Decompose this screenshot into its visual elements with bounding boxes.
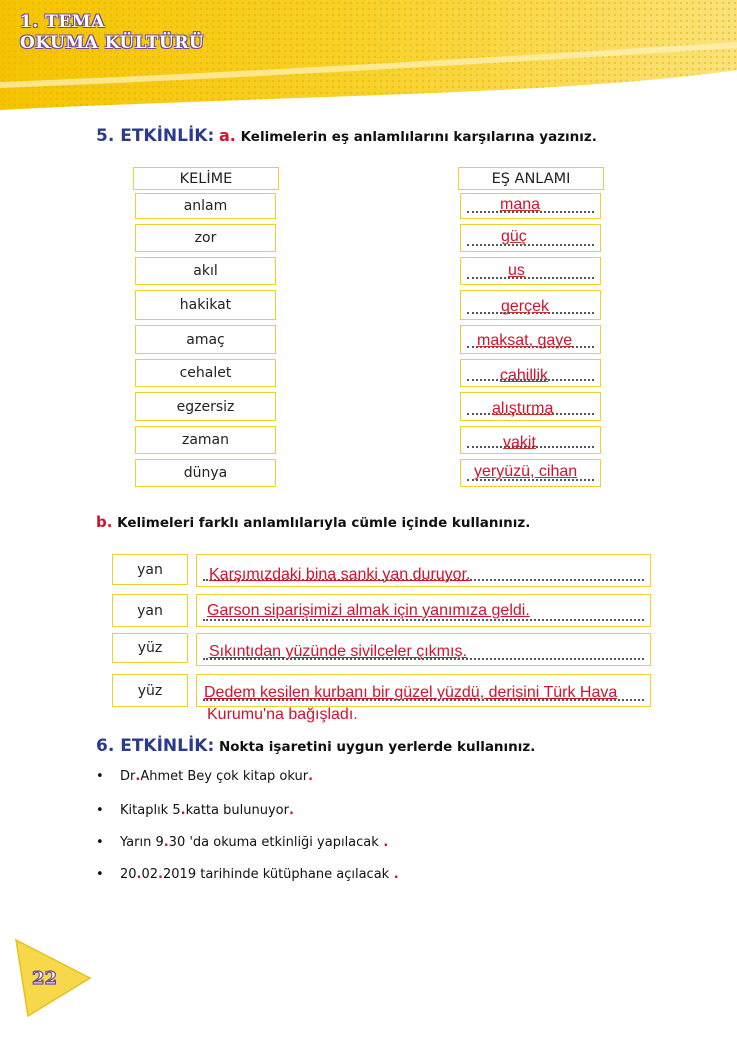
answer-box[interactable] (460, 257, 601, 285)
part-b-label: b. (96, 513, 113, 531)
word-box: akıl (135, 257, 276, 285)
answer-text: cahillik (500, 367, 549, 384)
answer-box[interactable] (460, 224, 601, 252)
theme-line-1: 1. TEMA (20, 12, 105, 32)
word-box: cehalet (135, 359, 276, 387)
part-a-instruction: Kelimelerin eş anlamlılarını karşılarına yazınız. (240, 129, 597, 145)
column-header-word: KELİME (133, 167, 279, 190)
theme-title (20, 12, 204, 54)
bullet-icon: • (96, 867, 104, 882)
answer-text: us (508, 262, 525, 279)
word-box: amaç (135, 325, 276, 354)
sentence-text-continued: Kurumu'na bağışladı. (207, 706, 358, 723)
list-item: • Kitaplık 5.katta bulunuyor. (96, 803, 294, 818)
part-a-label: a. (218, 126, 236, 145)
exercise-6-heading (96, 736, 535, 756)
list-item: • Dr.Ahmet Bey çok kitap okur. (96, 769, 314, 784)
word-box: hakikat (135, 290, 276, 320)
sentence-text: Garson siparişimizi almak için yanımıza geldi. (207, 602, 530, 619)
column-header-synonym: EŞ ANLAMI (458, 167, 604, 190)
word-box: zaman (135, 426, 276, 454)
answer-text: alıştırma (492, 400, 554, 417)
theme-line-2: OKUMA KÜLTÜRÜ (20, 33, 205, 53)
answer-text: güç (501, 228, 527, 245)
list-item: • 20.02.2019 tarihinde kütüphane açılacak . (96, 867, 399, 882)
part-b-instruction: Kelimeleri farklı anlamlılarıyla cümle içinde kullanınız. (117, 515, 531, 531)
bullet-icon: • (96, 835, 104, 850)
answer-text: vakit (503, 434, 536, 451)
bullet-icon: • (96, 803, 104, 818)
answer-text: maksat, gaye (477, 332, 573, 349)
page-number: 22 (32, 968, 58, 989)
page-number-badge (14, 938, 94, 1018)
sentence-word-box: yüz (112, 633, 188, 663)
answer-text: yeryüzü, cihan (474, 463, 578, 480)
exercise-5-heading (96, 126, 597, 146)
answer-text: mana (500, 196, 541, 213)
sentence-text: Sıkıntıdan yüzünde sivilceler çıkmış. (209, 643, 467, 660)
sentence-word-box: yan (112, 594, 188, 627)
sentence-text: Karşımızdaki bina sanki yan duruyor. (209, 566, 471, 583)
sentence-word-box: yan (112, 554, 188, 585)
word-box: dünya (135, 459, 276, 487)
part-b-heading (96, 513, 530, 531)
sentence-word-box: yüz (112, 674, 188, 707)
sentence-text: Dedem kesilen kurbanı bir güzel yüzdü, derisini Türk Hava (204, 684, 618, 701)
exercise-6-number: 6. ETKİNLİK: (96, 736, 215, 756)
word-box: anlam (135, 193, 276, 219)
exercise-5-number: 5. ETKİNLİK: (96, 126, 215, 146)
bullet-icon: • (96, 769, 104, 784)
exercise-6-instruction: Nokta işaretini uygun yerlerde kullanınız. (218, 739, 536, 755)
word-box: egzersiz (135, 392, 276, 421)
word-box: zor (135, 224, 276, 252)
list-item: • Yarın 9.30 'da okuma etkinliği yapılacak . (96, 835, 389, 850)
answer-text: gerçek (501, 298, 550, 315)
